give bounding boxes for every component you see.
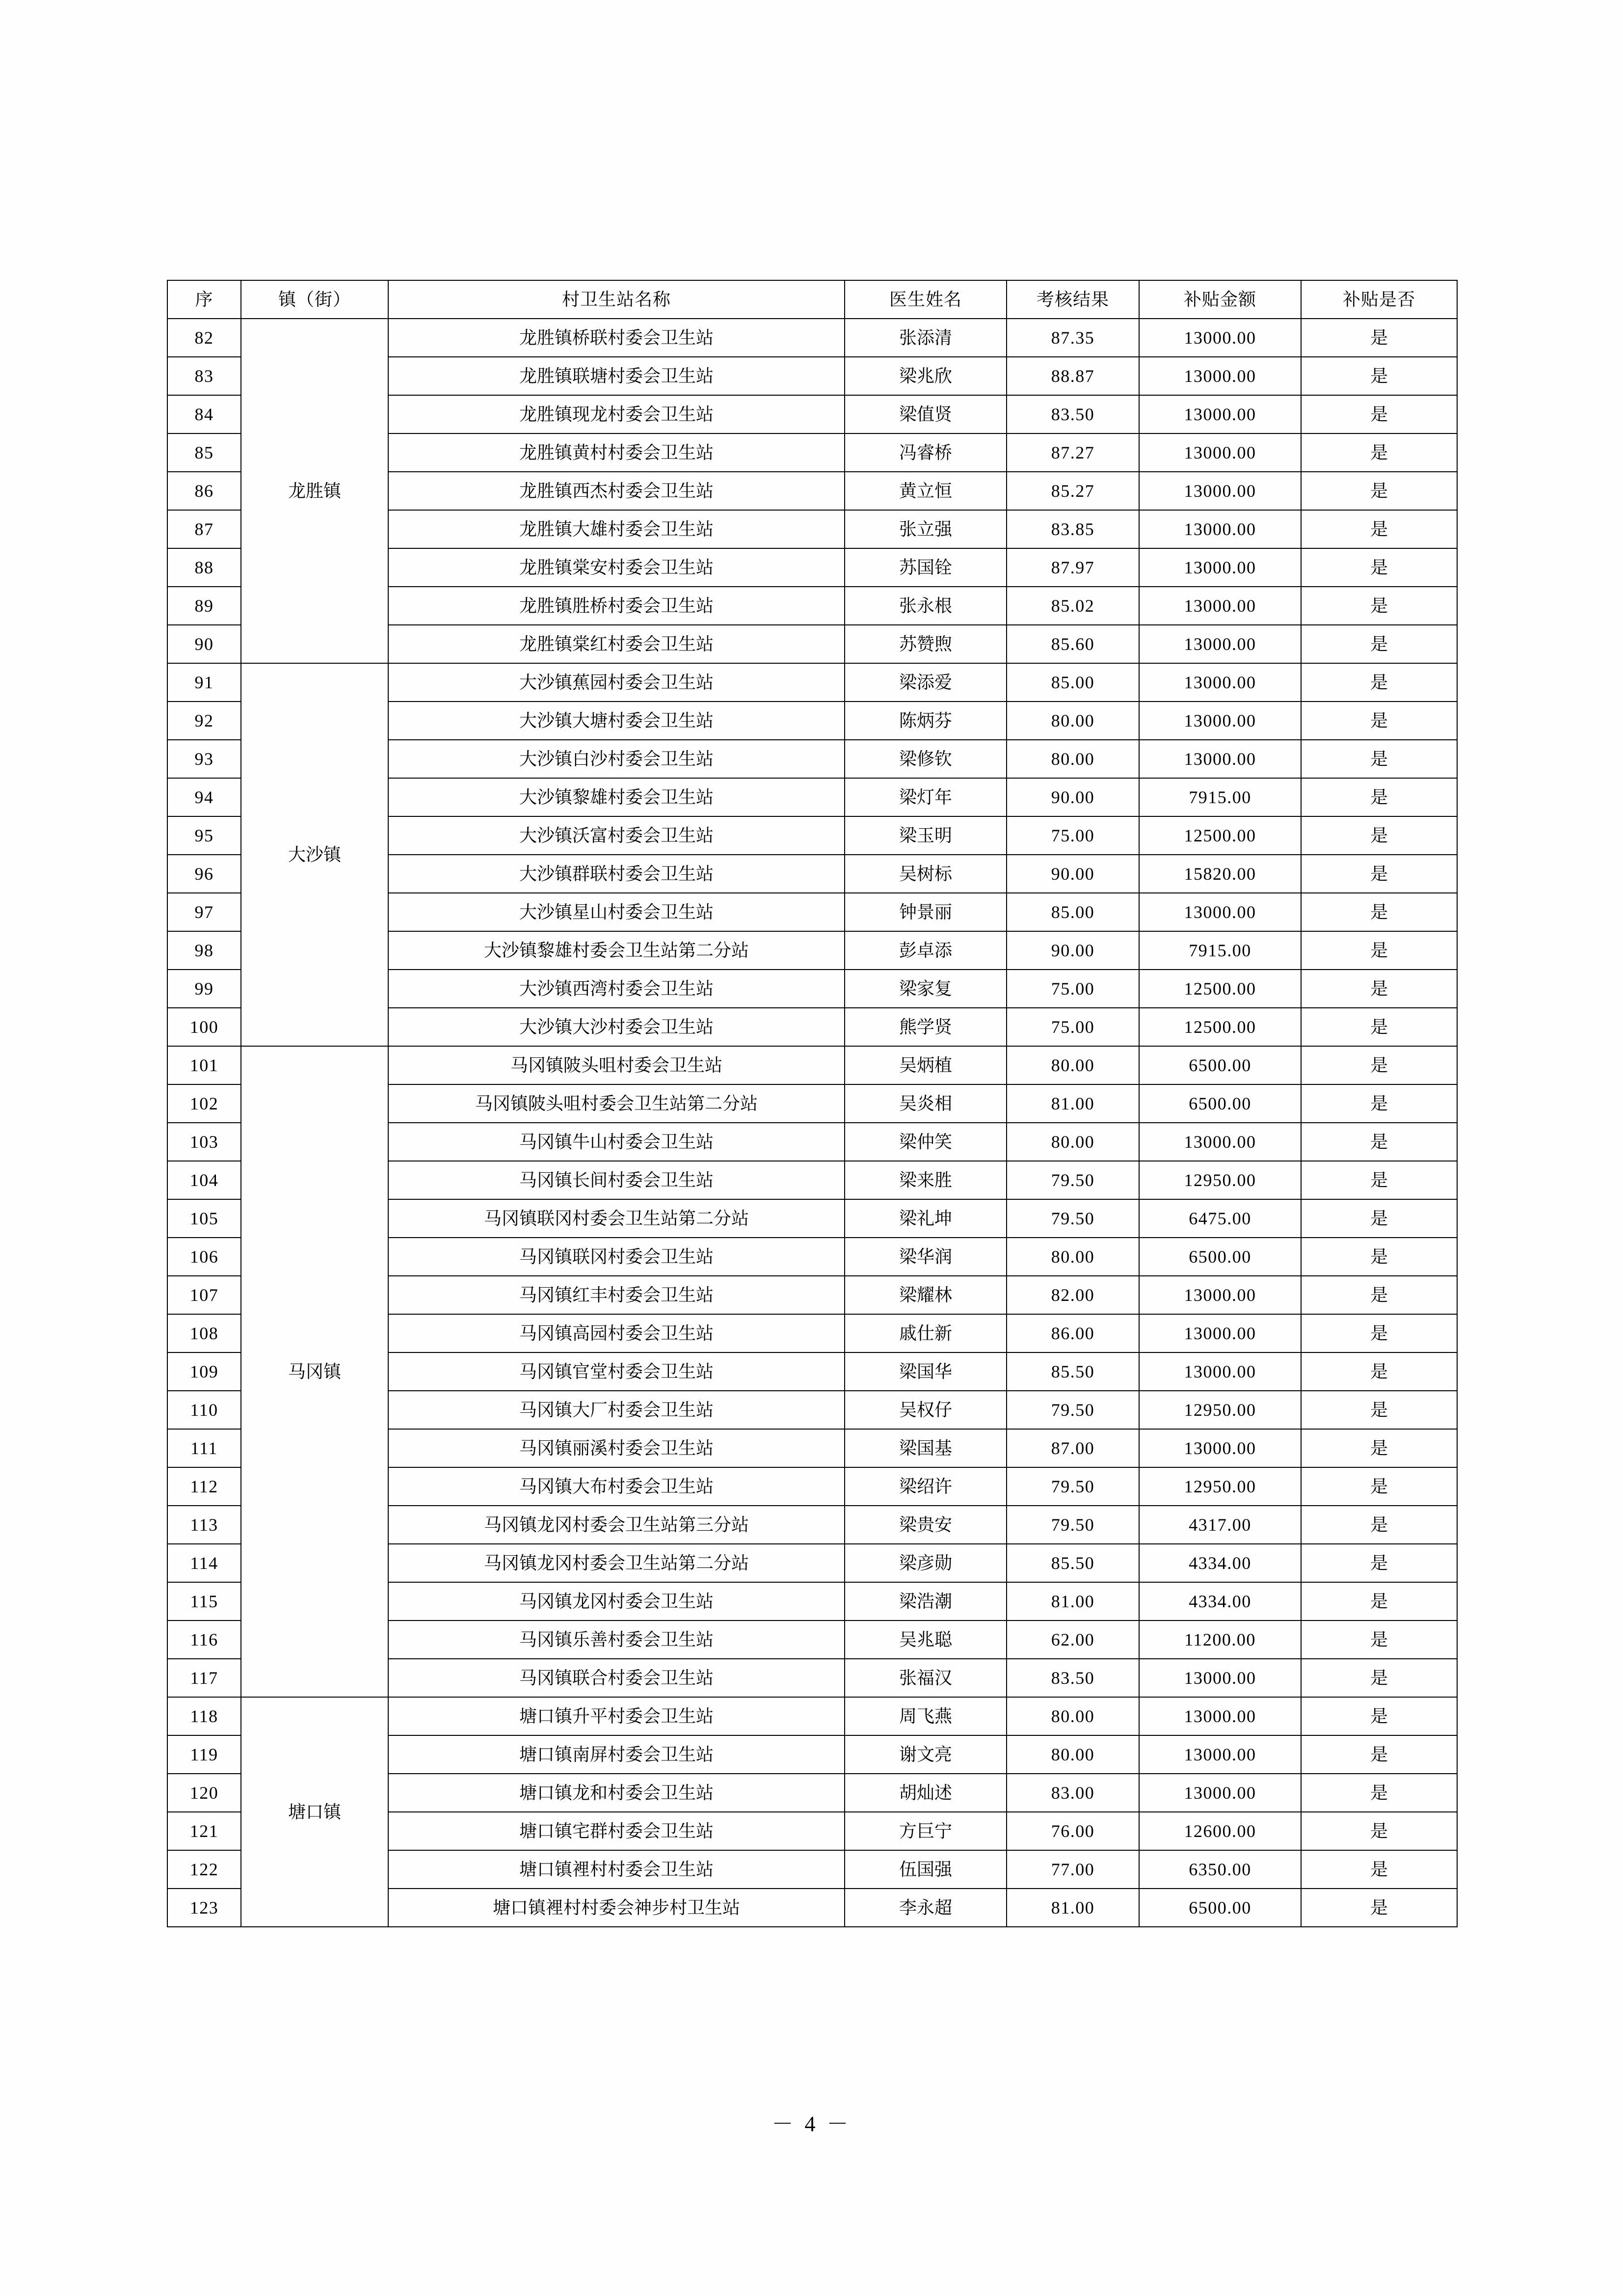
cell-doctor: 梁国华 (845, 1352, 1007, 1391)
cell-amount: 12950.00 (1139, 1391, 1301, 1429)
cell-score: 80.00 (1007, 1046, 1139, 1084)
cell-station-name: 大沙镇大沙村委会卫生站 (388, 1008, 845, 1046)
cell-station-name: 马冈镇联冈村委会卫生站 (388, 1238, 845, 1276)
cell-amount: 13000.00 (1139, 1314, 1301, 1352)
cell-seq: 102 (167, 1084, 241, 1123)
cell-seq: 90 (167, 625, 241, 663)
cell-station-name: 马冈镇龙冈村委会卫生站 (388, 1582, 845, 1621)
cell-seq: 92 (167, 702, 241, 740)
cell-station-name: 大沙镇西湾村委会卫生站 (388, 970, 845, 1008)
cell-station-name: 马冈镇官堂村委会卫生站 (388, 1352, 845, 1391)
cell-amount: 6500.00 (1139, 1046, 1301, 1084)
cell-amount: 13000.00 (1139, 395, 1301, 433)
cell-subsidized: 是 (1301, 1697, 1457, 1735)
cell-doctor: 梁绍许 (845, 1467, 1007, 1506)
cell-station-name: 龙胜镇现龙村委会卫生站 (388, 395, 845, 433)
cell-subsidized: 是 (1301, 1276, 1457, 1314)
table-row (167, 663, 1457, 702)
cell-seq: 106 (167, 1238, 241, 1276)
cell-subsidized: 是 (1301, 548, 1457, 587)
cell-seq: 107 (167, 1276, 241, 1314)
cell-subsidized: 是 (1301, 587, 1457, 625)
cell-amount: 6500.00 (1139, 1084, 1301, 1123)
cell-seq: 112 (167, 1467, 241, 1506)
cell-amount: 4334.00 (1139, 1544, 1301, 1582)
cell-doctor: 钟景丽 (845, 893, 1007, 931)
cell-seq: 82 (167, 319, 241, 357)
cell-seq: 109 (167, 1352, 241, 1391)
cell-score: 85.60 (1007, 625, 1139, 663)
cell-doctor: 李永超 (845, 1889, 1007, 1927)
cell-amount: 13000.00 (1139, 319, 1301, 357)
cell-score: 75.00 (1007, 1008, 1139, 1046)
cell-doctor: 梁耀林 (845, 1276, 1007, 1314)
cell-subsidized: 是 (1301, 1352, 1457, 1391)
cell-subsidized: 是 (1301, 1735, 1457, 1774)
cell-town: 大沙镇 (241, 663, 388, 1046)
cell-amount: 4334.00 (1139, 1582, 1301, 1621)
cell-amount: 6350.00 (1139, 1850, 1301, 1889)
cell-score: 62.00 (1007, 1621, 1139, 1659)
cell-doctor: 梁添爱 (845, 663, 1007, 702)
cell-doctor: 苏国铨 (845, 548, 1007, 587)
cell-subsidized: 是 (1301, 1850, 1457, 1889)
cell-score: 85.00 (1007, 893, 1139, 931)
cell-amount: 7915.00 (1139, 931, 1301, 970)
cell-amount: 13000.00 (1139, 893, 1301, 931)
cell-doctor: 梁华润 (845, 1238, 1007, 1276)
cell-amount: 13000.00 (1139, 510, 1301, 548)
cell-doctor: 张立强 (845, 510, 1007, 548)
cell-score: 86.00 (1007, 1314, 1139, 1352)
cell-doctor: 胡灿述 (845, 1774, 1007, 1812)
cell-amount: 13000.00 (1139, 587, 1301, 625)
cell-amount: 12500.00 (1139, 1008, 1301, 1046)
cell-station-name: 塘口镇裡村村委会神步村卫生站 (388, 1889, 845, 1927)
cell-station-name: 龙胜镇胜桥村委会卫生站 (388, 587, 845, 625)
cell-score: 88.87 (1007, 357, 1139, 395)
cell-amount: 13000.00 (1139, 433, 1301, 472)
cell-doctor: 梁仲笑 (845, 1123, 1007, 1161)
cell-station-name: 马冈镇联合村委会卫生站 (388, 1659, 845, 1697)
cell-doctor: 陈炳芬 (845, 702, 1007, 740)
cell-doctor: 梁家复 (845, 970, 1007, 1008)
cell-station-name: 马冈镇乐善村委会卫生站 (388, 1621, 845, 1659)
cell-score: 79.50 (1007, 1161, 1139, 1199)
cell-score: 80.00 (1007, 1735, 1139, 1774)
cell-seq: 89 (167, 587, 241, 625)
cell-subsidized: 是 (1301, 1774, 1457, 1812)
cell-doctor: 梁彦勋 (845, 1544, 1007, 1582)
cell-score: 81.00 (1007, 1084, 1139, 1123)
cell-station-name: 马冈镇大厂村委会卫生站 (388, 1391, 845, 1429)
cell-score: 77.00 (1007, 1850, 1139, 1889)
cell-subsidized: 是 (1301, 740, 1457, 778)
cell-station-name: 马冈镇联冈村委会卫生站第二分站 (388, 1199, 845, 1238)
table-row (167, 319, 1457, 357)
cell-doctor: 苏赞煦 (845, 625, 1007, 663)
cell-amount: 13000.00 (1139, 1735, 1301, 1774)
cell-doctor: 梁值贤 (845, 395, 1007, 433)
cell-amount: 13000.00 (1139, 548, 1301, 587)
subsidy-table (167, 280, 1458, 1927)
cell-amount: 12950.00 (1139, 1161, 1301, 1199)
cell-seq: 103 (167, 1123, 241, 1161)
cell-score: 81.00 (1007, 1582, 1139, 1621)
cell-amount: 13000.00 (1139, 1352, 1301, 1391)
cell-subsidized: 是 (1301, 970, 1457, 1008)
cell-town: 龙胜镇 (241, 319, 388, 663)
cell-subsidized: 是 (1301, 663, 1457, 702)
cell-subsidized: 是 (1301, 1046, 1457, 1084)
cell-doctor: 吴树标 (845, 855, 1007, 893)
cell-amount: 13000.00 (1139, 357, 1301, 395)
cell-amount: 13000.00 (1139, 740, 1301, 778)
cell-amount: 11200.00 (1139, 1621, 1301, 1659)
cell-seq: 95 (167, 816, 241, 855)
cell-station-name: 马冈镇龙冈村委会卫生站第三分站 (388, 1506, 845, 1544)
cell-subsidized: 是 (1301, 433, 1457, 472)
table-header-row (167, 280, 1457, 319)
cell-doctor: 梁国基 (845, 1429, 1007, 1467)
cell-amount: 7915.00 (1139, 778, 1301, 816)
cell-seq: 118 (167, 1697, 241, 1735)
cell-seq: 104 (167, 1161, 241, 1199)
cell-subsidized: 是 (1301, 1238, 1457, 1276)
cell-subsidized: 是 (1301, 1391, 1457, 1429)
cell-amount: 13000.00 (1139, 1659, 1301, 1697)
cell-amount: 13000.00 (1139, 1697, 1301, 1735)
cell-seq: 99 (167, 970, 241, 1008)
cell-doctor: 方巨宁 (845, 1812, 1007, 1850)
cell-doctor: 彭卓添 (845, 931, 1007, 970)
cell-score: 83.00 (1007, 1774, 1139, 1812)
cell-amount: 13000.00 (1139, 472, 1301, 510)
cell-amount: 13000.00 (1139, 1774, 1301, 1812)
cell-station-name: 马冈镇长间村委会卫生站 (388, 1161, 845, 1199)
cell-score: 76.00 (1007, 1812, 1139, 1850)
cell-amount: 12600.00 (1139, 1812, 1301, 1850)
cell-station-name: 龙胜镇棠红村委会卫生站 (388, 625, 845, 663)
cell-score: 80.00 (1007, 740, 1139, 778)
header-doctor: 医生姓名 (845, 280, 1007, 319)
cell-score: 80.00 (1007, 1697, 1139, 1735)
cell-seq: 114 (167, 1544, 241, 1582)
cell-doctor: 梁灯年 (845, 778, 1007, 816)
cell-subsidized: 是 (1301, 1812, 1457, 1850)
cell-score: 75.00 (1007, 970, 1139, 1008)
cell-amount: 15820.00 (1139, 855, 1301, 893)
cell-station-name: 马冈镇丽溪村委会卫生站 (388, 1429, 845, 1467)
cell-score: 81.00 (1007, 1889, 1139, 1927)
cell-subsidized: 是 (1301, 778, 1457, 816)
cell-amount: 13000.00 (1139, 1276, 1301, 1314)
cell-subsidized: 是 (1301, 1506, 1457, 1544)
header-town: 镇（街） (241, 280, 388, 319)
cell-doctor: 熊学贤 (845, 1008, 1007, 1046)
cell-score: 90.00 (1007, 931, 1139, 970)
cell-seq: 116 (167, 1621, 241, 1659)
cell-seq: 120 (167, 1774, 241, 1812)
cell-seq: 110 (167, 1391, 241, 1429)
cell-seq: 105 (167, 1199, 241, 1238)
cell-station-name: 龙胜镇棠安村委会卫生站 (388, 548, 845, 587)
subsidy-table-container (167, 280, 1457, 1927)
cell-doctor: 吴炎相 (845, 1084, 1007, 1123)
cell-seq: 117 (167, 1659, 241, 1697)
cell-score: 87.35 (1007, 319, 1139, 357)
cell-doctor: 黄立恒 (845, 472, 1007, 510)
cell-seq: 94 (167, 778, 241, 816)
cell-subsidized: 是 (1301, 472, 1457, 510)
cell-seq: 91 (167, 663, 241, 702)
cell-seq: 96 (167, 855, 241, 893)
cell-subsidized: 是 (1301, 1084, 1457, 1123)
cell-score: 80.00 (1007, 1123, 1139, 1161)
cell-subsidized: 是 (1301, 816, 1457, 855)
cell-doctor: 戚仕新 (845, 1314, 1007, 1352)
cell-amount: 4317.00 (1139, 1506, 1301, 1544)
cell-doctor: 梁贵安 (845, 1506, 1007, 1544)
cell-amount: 13000.00 (1139, 625, 1301, 663)
cell-amount: 6475.00 (1139, 1199, 1301, 1238)
cell-subsidized: 是 (1301, 1161, 1457, 1199)
cell-station-name: 大沙镇大塘村委会卫生站 (388, 702, 845, 740)
cell-amount: 13000.00 (1139, 702, 1301, 740)
cell-seq: 100 (167, 1008, 241, 1046)
cell-doctor: 梁浩潮 (845, 1582, 1007, 1621)
cell-seq: 123 (167, 1889, 241, 1927)
cell-station-name: 马冈镇大布村委会卫生站 (388, 1467, 845, 1506)
cell-station-name: 龙胜镇大雄村委会卫生站 (388, 510, 845, 548)
cell-score: 90.00 (1007, 778, 1139, 816)
cell-town: 塘口镇 (241, 1697, 388, 1927)
cell-amount: 6500.00 (1139, 1889, 1301, 1927)
cell-score: 79.50 (1007, 1391, 1139, 1429)
cell-subsidized: 是 (1301, 395, 1457, 433)
cell-score: 85.50 (1007, 1544, 1139, 1582)
cell-amount: 12950.00 (1139, 1467, 1301, 1506)
cell-doctor: 吴炳植 (845, 1046, 1007, 1084)
cell-station-name: 大沙镇群联村委会卫生站 (388, 855, 845, 893)
cell-subsidized: 是 (1301, 1123, 1457, 1161)
cell-station-name: 塘口镇裡村村委会卫生站 (388, 1850, 845, 1889)
header-subsidized: 补贴是否 (1301, 280, 1457, 319)
cell-amount: 13000.00 (1139, 1429, 1301, 1467)
cell-station-name: 塘口镇宅群村委会卫生站 (388, 1812, 845, 1850)
cell-subsidized: 是 (1301, 1889, 1457, 1927)
cell-station-name: 大沙镇黎雄村委会卫生站 (388, 778, 845, 816)
cell-score: 80.00 (1007, 1238, 1139, 1276)
cell-seq: 93 (167, 740, 241, 778)
cell-score: 85.50 (1007, 1352, 1139, 1391)
cell-doctor: 谢文亮 (845, 1735, 1007, 1774)
cell-seq: 86 (167, 472, 241, 510)
cell-seq: 122 (167, 1850, 241, 1889)
cell-score: 79.50 (1007, 1467, 1139, 1506)
cell-doctor: 梁兆欣 (845, 357, 1007, 395)
cell-subsidized: 是 (1301, 702, 1457, 740)
cell-score: 85.02 (1007, 587, 1139, 625)
cell-subsidized: 是 (1301, 1621, 1457, 1659)
cell-seq: 88 (167, 548, 241, 587)
cell-score: 79.50 (1007, 1199, 1139, 1238)
cell-subsidized: 是 (1301, 510, 1457, 548)
cell-doctor: 张福汉 (845, 1659, 1007, 1697)
header-seq: 序 (167, 280, 241, 319)
cell-doctor: 周飞燕 (845, 1697, 1007, 1735)
cell-subsidized: 是 (1301, 855, 1457, 893)
cell-subsidized: 是 (1301, 1008, 1457, 1046)
table-row (167, 1046, 1457, 1084)
cell-subsidized: 是 (1301, 1544, 1457, 1582)
cell-score: 83.85 (1007, 510, 1139, 548)
cell-score: 87.97 (1007, 548, 1139, 587)
cell-score: 85.27 (1007, 472, 1139, 510)
cell-score: 80.00 (1007, 702, 1139, 740)
cell-seq: 85 (167, 433, 241, 472)
cell-station-name: 大沙镇黎雄村委会卫生站第二分站 (388, 931, 845, 970)
table-row (167, 1697, 1457, 1735)
cell-station-name: 大沙镇星山村委会卫生站 (388, 893, 845, 931)
cell-amount: 6500.00 (1139, 1238, 1301, 1276)
cell-doctor: 张永根 (845, 587, 1007, 625)
cell-station-name: 塘口镇南屏村委会卫生站 (388, 1735, 845, 1774)
cell-doctor: 吴权仔 (845, 1391, 1007, 1429)
cell-station-name: 龙胜镇桥联村委会卫生站 (388, 319, 845, 357)
cell-score: 82.00 (1007, 1276, 1139, 1314)
cell-score: 87.00 (1007, 1429, 1139, 1467)
cell-subsidized: 是 (1301, 931, 1457, 970)
header-score: 考核结果 (1007, 280, 1139, 319)
cell-seq: 101 (167, 1046, 241, 1084)
cell-score: 83.50 (1007, 395, 1139, 433)
cell-amount: 13000.00 (1139, 1123, 1301, 1161)
cell-score: 87.27 (1007, 433, 1139, 472)
cell-subsidized: 是 (1301, 1199, 1457, 1238)
cell-station-name: 马冈镇红丰村委会卫生站 (388, 1276, 845, 1314)
cell-doctor: 梁玉明 (845, 816, 1007, 855)
cell-score: 85.00 (1007, 663, 1139, 702)
cell-subsidized: 是 (1301, 1659, 1457, 1697)
cell-station-name: 马冈镇陂头咀村委会卫生站第二分站 (388, 1084, 845, 1123)
cell-station-name: 大沙镇蕉园村委会卫生站 (388, 663, 845, 702)
header-amount: 补贴金额 (1139, 280, 1301, 319)
cell-town: 马冈镇 (241, 1046, 388, 1697)
cell-station-name: 龙胜镇西杰村委会卫生站 (388, 472, 845, 510)
cell-score: 79.50 (1007, 1506, 1139, 1544)
cell-subsidized: 是 (1301, 893, 1457, 931)
cell-seq: 119 (167, 1735, 241, 1774)
header-station-name: 村卫生站名称 (388, 280, 845, 319)
cell-seq: 111 (167, 1429, 241, 1467)
cell-subsidized: 是 (1301, 1582, 1457, 1621)
cell-station-name: 龙胜镇联塘村委会卫生站 (388, 357, 845, 395)
cell-subsidized: 是 (1301, 1314, 1457, 1352)
cell-doctor: 梁礼坤 (845, 1199, 1007, 1238)
cell-subsidized: 是 (1301, 1429, 1457, 1467)
cell-subsidized: 是 (1301, 319, 1457, 357)
cell-doctor: 冯睿桥 (845, 433, 1007, 472)
cell-station-name: 马冈镇龙冈村委会卫生站第二分站 (388, 1544, 845, 1582)
cell-seq: 121 (167, 1812, 241, 1850)
cell-seq: 108 (167, 1314, 241, 1352)
cell-station-name: 马冈镇牛山村委会卫生站 (388, 1123, 845, 1161)
cell-station-name: 塘口镇龙和村委会卫生站 (388, 1774, 845, 1812)
cell-subsidized: 是 (1301, 357, 1457, 395)
cell-doctor: 梁修钦 (845, 740, 1007, 778)
cell-seq: 97 (167, 893, 241, 931)
cell-seq: 115 (167, 1582, 241, 1621)
cell-doctor: 梁来胜 (845, 1161, 1007, 1199)
cell-subsidized: 是 (1301, 1467, 1457, 1506)
cell-amount: 13000.00 (1139, 663, 1301, 702)
cell-score: 75.00 (1007, 816, 1139, 855)
cell-score: 90.00 (1007, 855, 1139, 893)
cell-subsidized: 是 (1301, 625, 1457, 663)
cell-station-name: 塘口镇升平村委会卫生站 (388, 1697, 845, 1735)
cell-station-name: 大沙镇白沙村委会卫生站 (388, 740, 845, 778)
cell-seq: 113 (167, 1506, 241, 1544)
cell-station-name: 马冈镇陂头咀村委会卫生站 (388, 1046, 845, 1084)
cell-doctor: 吴兆聪 (845, 1621, 1007, 1659)
cell-station-name: 大沙镇沃富村委会卫生站 (388, 816, 845, 855)
cell-seq: 84 (167, 395, 241, 433)
cell-seq: 83 (167, 357, 241, 395)
cell-station-name: 马冈镇高园村委会卫生站 (388, 1314, 845, 1352)
cell-score: 83.50 (1007, 1659, 1139, 1697)
cell-amount: 12500.00 (1139, 970, 1301, 1008)
cell-amount: 12500.00 (1139, 816, 1301, 855)
cell-seq: 98 (167, 931, 241, 970)
cell-seq: 87 (167, 510, 241, 548)
page-number: － 4 － (772, 2112, 851, 2136)
cell-station-name: 龙胜镇黄村村委会卫生站 (388, 433, 845, 472)
cell-doctor: 伍国强 (845, 1850, 1007, 1889)
cell-doctor: 张添清 (845, 319, 1007, 357)
